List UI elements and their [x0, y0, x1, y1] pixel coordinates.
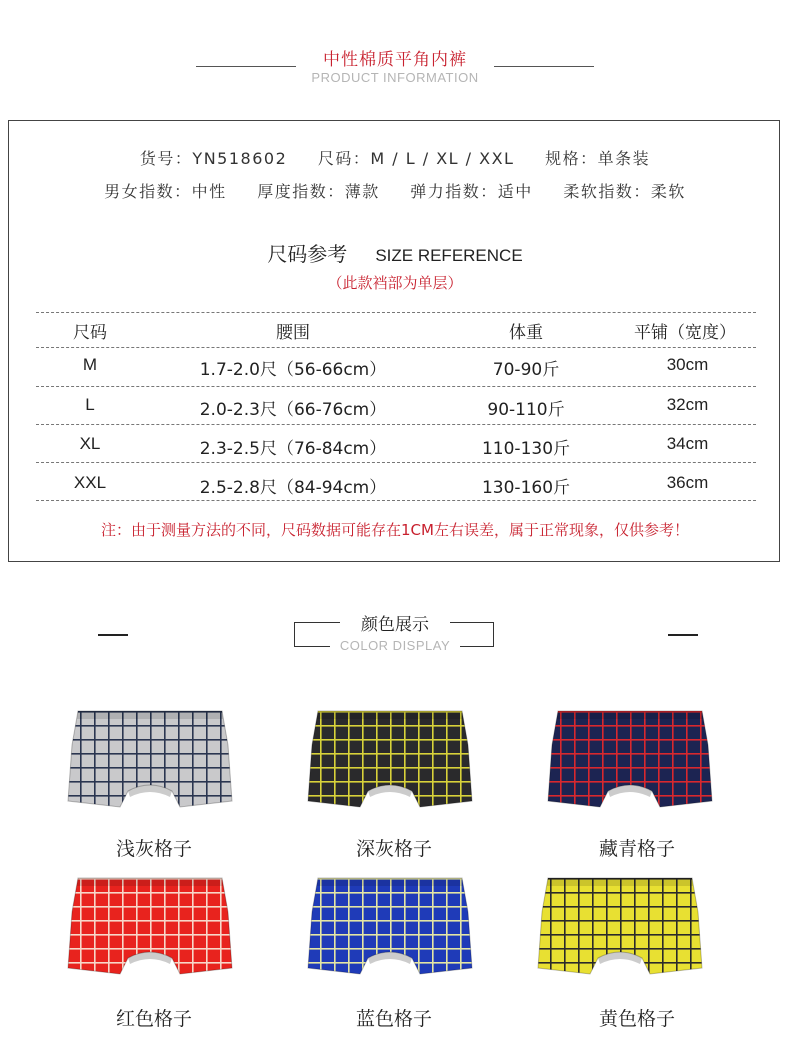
boxer-brief-icon	[60, 705, 240, 825]
table-divider	[36, 424, 756, 425]
table-cell-waist: 2.0-2.3尺（66-76cm）	[199, 400, 387, 420]
spec-item-package: 规格：单条装	[545, 149, 651, 168]
color-display-title: 颜色展示	[340, 610, 450, 634]
table-header-waist: 腰围	[276, 323, 310, 343]
boxer-brief-icon	[540, 705, 720, 825]
page-subtitle: PRODUCT INFORMATION	[311, 70, 479, 85]
spec-row-2	[0, 179, 790, 202]
size-footnote: 注：由于测量方法的不同，尺码数据可能存在1CM左右误差，属于正常现象，仅供参考！	[101, 521, 689, 539]
product-image-blue	[300, 872, 480, 992]
table-cell-waist: 2.3-2.5尺（76-84cm）	[199, 439, 387, 459]
product-label: 深灰格子	[355, 838, 432, 860]
table-cell-width: 30cm	[666, 355, 709, 374]
table-divider	[36, 462, 756, 463]
table-cell-size: M	[82, 355, 98, 374]
table-header-size: 尺码	[73, 323, 107, 343]
product-label: 藏青格子	[598, 838, 675, 860]
table-cell-waist: 2.5-2.8尺（84-94cm）	[199, 478, 387, 498]
size-reference-note: （此款裆部为单层）	[327, 274, 463, 292]
product-label: 红色格子	[115, 1008, 192, 1030]
spec-item-softness: 柔软指数：柔软	[563, 182, 686, 201]
color-display-sub-line-right	[456, 646, 494, 647]
product-image-yellow	[530, 872, 710, 992]
table-cell-waist: 1.7-2.0尺（56-66cm）	[199, 360, 387, 380]
table-cell-weight: 110-130斤	[481, 439, 571, 459]
size-reference-title	[0, 238, 790, 267]
product-image-light-grey	[60, 705, 240, 825]
table-cell-size: L	[85, 395, 95, 414]
color-display-sub-line-left	[294, 646, 334, 647]
table-header-width: 平铺（宽度）	[634, 323, 736, 343]
table-divider	[36, 347, 756, 348]
table-cell-width: 34cm	[666, 434, 709, 453]
product-image-dark-grey	[300, 705, 480, 825]
spec-item-number: 货号：YN518602	[139, 149, 288, 168]
table-cell-size: XL	[79, 434, 101, 453]
color-display-subtitle: COLOR DISPLAY	[330, 638, 460, 653]
product-label: 蓝色格子	[355, 1008, 432, 1030]
color-display-right-dash	[668, 634, 698, 636]
table-header-weight: 体重	[509, 323, 543, 343]
boxer-brief-icon	[60, 872, 240, 992]
table-cell-size: XXL	[73, 473, 107, 492]
boxer-brief-icon	[300, 705, 480, 825]
table-cell-weight: 90-110斤	[487, 400, 565, 420]
table-divider	[36, 500, 756, 501]
spec-row-1	[0, 146, 790, 169]
product-label: 浅灰格子	[115, 838, 192, 860]
size-reference-title-cn: 尺码参考	[267, 242, 348, 266]
spec-item-sizes: 尺码：M / L / XL / XXL	[317, 149, 515, 168]
spec-item-gender: 男女指数：中性	[104, 182, 227, 201]
table-cell-weight: 70-90斤	[492, 360, 560, 380]
table-divider	[36, 312, 756, 313]
size-reference-title-en: SIZE REFERENCE	[375, 246, 523, 265]
color-display-left-dash	[98, 634, 128, 636]
table-cell-width: 32cm	[666, 395, 709, 414]
spec-item-thickness: 厚度指数：薄款	[257, 182, 380, 201]
product-label: 黄色格子	[598, 1008, 675, 1030]
product-image-navy	[540, 705, 720, 825]
boxer-brief-icon	[300, 872, 480, 992]
table-cell-width: 36cm	[666, 473, 709, 492]
page-title: 中性棉质平角内裤	[323, 50, 467, 70]
product-image-red	[60, 872, 240, 992]
table-cell-weight: 130-160斤	[481, 478, 571, 498]
spec-item-elasticity: 弹力指数：适中	[410, 182, 533, 201]
boxer-brief-icon	[530, 872, 710, 992]
table-divider	[36, 386, 756, 387]
